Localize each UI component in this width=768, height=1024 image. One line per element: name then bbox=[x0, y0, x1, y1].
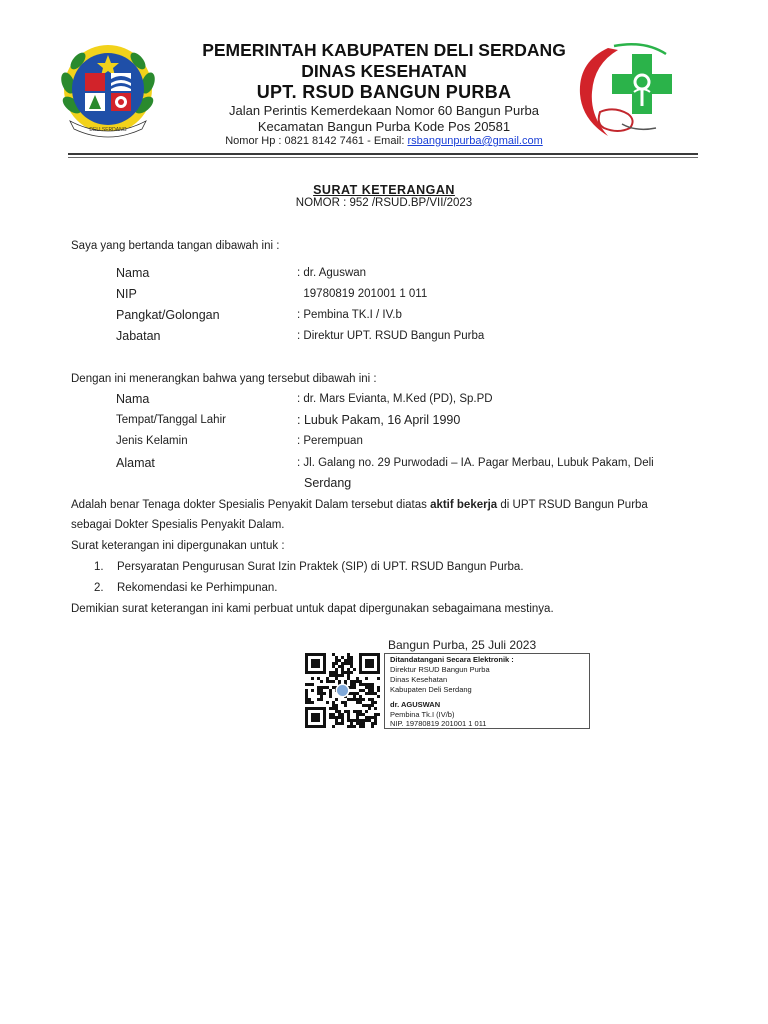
purpose-intro: Surat keterangan ini dipergunakan untuk : bbox=[71, 540, 285, 552]
e-signature-position: Direktur RSUD Bangun Purba bbox=[390, 665, 490, 674]
intro2-text: Dengan ini menerangkan bahwa yang tersebut dibawah ini : bbox=[71, 373, 377, 385]
subject-birth-label: Tempat/Tanggal Lahir bbox=[116, 414, 226, 426]
letter-number: NOMOR : 952 /RSUD.BP/VII/2023 bbox=[295, 197, 473, 209]
deli-serdang-regency-emblem-icon bbox=[58, 43, 158, 143]
header-address-street: Jalan Perintis Kemerdekaan Nomor 60 Bangun Purba bbox=[228, 103, 539, 118]
subject-gender-value: : Perempuan bbox=[297, 435, 363, 447]
subject-address-label: Alamat bbox=[116, 456, 155, 470]
qr-code-icon bbox=[304, 653, 382, 729]
signer-nip-label: NIP bbox=[116, 287, 137, 301]
header-contact bbox=[150, 135, 618, 147]
subject-name-label: Nama bbox=[116, 392, 150, 406]
signer-position-value: : Direktur UPT. RSUD Bangun Purba bbox=[297, 330, 485, 342]
signer-nip-value: 19780819 201001 1 011 bbox=[297, 288, 428, 300]
e-signature-name: dr. AGUSWAN bbox=[390, 700, 441, 709]
signer-name-label: Nama bbox=[116, 266, 150, 280]
intro-text: Saya yang bertanda tangan dibawah ini : bbox=[71, 240, 280, 252]
svg-text:DELI SERDANG: DELI SERDANG bbox=[89, 127, 127, 133]
e-signature-department: Dinas Kesehatan bbox=[390, 675, 448, 684]
statement-line1 bbox=[71, 499, 648, 511]
header-government-name: PEMERINTAH KABUPATEN DELI SERDANG bbox=[202, 40, 566, 60]
place-date: Bangun Purba, 25 Juli 2023 bbox=[388, 638, 537, 652]
subject-address-continued: Serdang bbox=[304, 476, 352, 490]
letter-title: SURAT KETERANGAN bbox=[313, 183, 455, 197]
signer-position-label: Jabatan bbox=[116, 329, 161, 343]
statement-active-work: aktif bekerja bbox=[430, 499, 498, 511]
statement-line2: sebagai Dokter Spesialis Penyakit Dalam. bbox=[71, 519, 285, 531]
signer-name-value: : dr. Aguswan bbox=[297, 267, 367, 279]
e-signature-rank: Pembina Tk.I (IV/b) bbox=[390, 710, 455, 719]
subject-name-value: : dr. Mars Evianta, M.Ked (PD), Sp.PD bbox=[297, 393, 493, 405]
subject-gender-label: Jenis Kelamin bbox=[116, 435, 188, 447]
header-hospital-name: UPT. RSUD BANGUN PURBA bbox=[256, 82, 512, 102]
purpose-item-2-number: 2. bbox=[94, 582, 104, 594]
header-divider bbox=[68, 153, 698, 155]
header-contact-phone: Nomor Hp : 0821 8142 7461 - Email: bbox=[225, 135, 408, 147]
header-address-district: Kecamatan Bangun Purba Kode Pos 20581 bbox=[257, 119, 511, 134]
qr-code bbox=[304, 653, 382, 729]
closing-text: Demikian surat keterangan ini kami perbuat untuk dapat dipergunakan sebagaimana mestinya. bbox=[71, 603, 554, 615]
header-divider-thin bbox=[68, 157, 698, 158]
purpose-item-1: Persyaratan Pengurusan Surat Izin Praktek (SIP) di UPT. RSUD Bangun Purba. bbox=[117, 561, 524, 573]
subject-birth-value: : Lubuk Pakam, 16 April 1990 bbox=[297, 413, 461, 427]
statement-text-a: Adalah benar Tenaga dokter Spesialis Penyakit Dalam tersebut diatas bbox=[71, 499, 431, 511]
e-signature-regency: Kabupaten Deli Serdang bbox=[390, 685, 472, 694]
signer-rank-value: : Pembina TK.I / IV.b bbox=[297, 309, 402, 321]
header-department-name: DINAS KESEHATAN bbox=[301, 61, 467, 81]
purpose-item-1-number: 1. bbox=[94, 561, 104, 573]
e-signature-block bbox=[304, 653, 590, 729]
left-logo bbox=[58, 43, 158, 143]
subject-address-value: : Jl. Galang no. 29 Purwodadi – IA. Pagar Merbau, Lubuk Pakam, Deli bbox=[297, 457, 654, 469]
e-signature-heading: Ditandatangani Secara Elektronik : bbox=[390, 655, 514, 664]
purpose-item-2: Rekomendasi ke Perhimpunan. bbox=[117, 582, 278, 594]
header-email-link[interactable]: rsbangunpurba@gmail.com bbox=[407, 135, 543, 147]
statement-text-b: di UPT RSUD Bangun Purba bbox=[497, 499, 648, 511]
e-signature-nip: NIP. 19780819 201001 1 011 bbox=[390, 719, 487, 728]
signer-rank-label: Pangkat/Golongan bbox=[116, 308, 220, 322]
